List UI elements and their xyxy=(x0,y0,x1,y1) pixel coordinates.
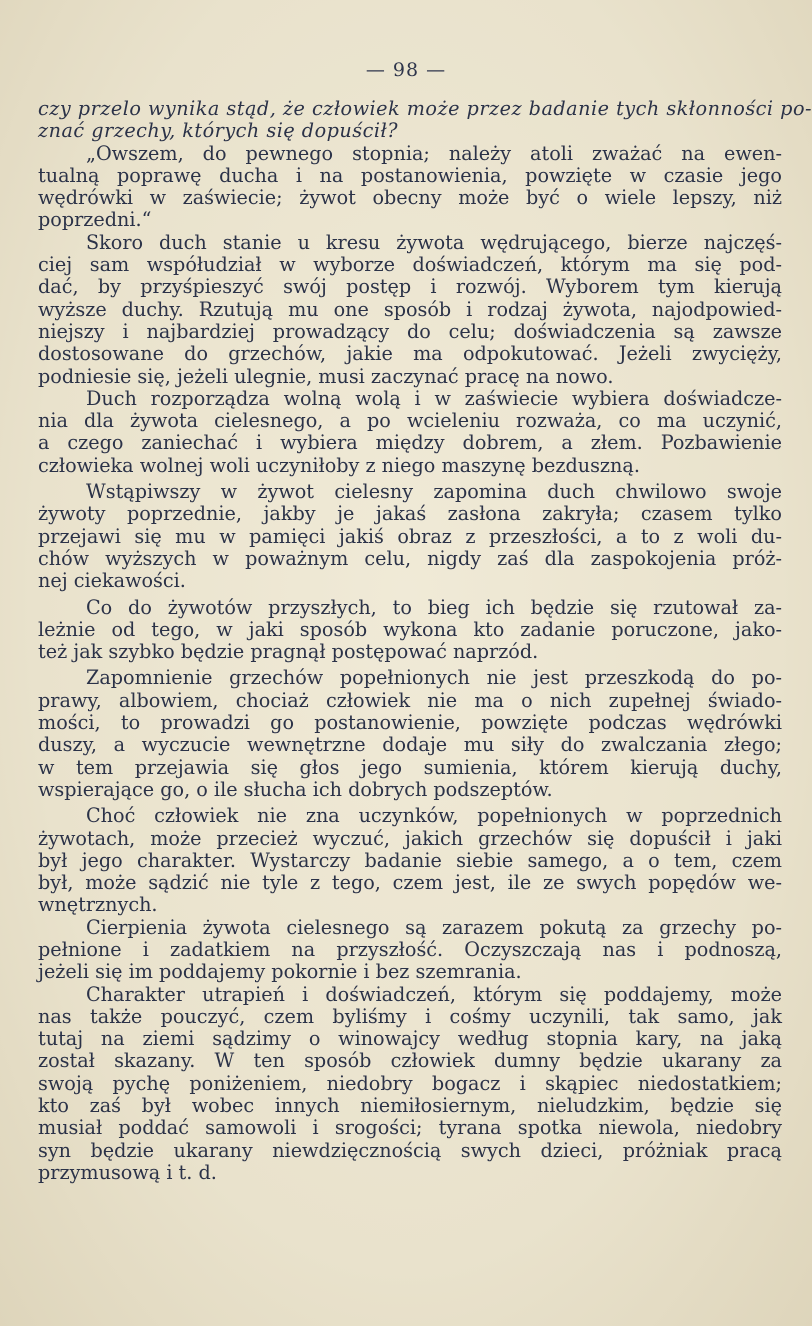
text-line: przejawi się mu w pamięci jakiś obraz z przeszłości, a to z woli du- xyxy=(38,524,782,548)
text-line: też jak szybko będzie pragnął postępować naprzód. xyxy=(38,640,539,664)
text-line: „Owszem, do pewnego stopnia; należy atoli zważać na ewen- xyxy=(86,141,782,165)
text-line: kto zaś był wobec innych niemiłosiernym, nieludzkim, będzie się xyxy=(38,1094,782,1118)
paragraph xyxy=(38,917,782,984)
text-line: w tem przejawia się głos jego sumienia, którem kierują duchy, xyxy=(38,755,782,779)
text-line: nia dla żywota cielesnego, a po wcieleniu rozważa, co ma uczynić, xyxy=(38,409,782,433)
text-line: Skoro duch stanie u kresu żywota wędrującego, bierze najczęś- xyxy=(86,230,782,254)
text-line: musiał poddać samowoli i srogości; tyrana spotka niewola, niedobry xyxy=(38,1116,782,1140)
paragraph xyxy=(38,97,812,143)
text-line: wędrówki w zaświecie; żywot obecny może być o wiele lepszy, niż xyxy=(38,186,782,210)
text-line: Duch rozporządza wolną wolą i w zaświecie wybiera doświadcze- xyxy=(86,386,782,410)
text-line: był, może sądzić nie tyle z tego, czem jest, ile ze swych popędów we- xyxy=(38,871,782,895)
text-line: leżnie od tego, w jaki sposób wykona kto zadanie poruczone, jako- xyxy=(38,617,782,641)
text-line: wspierające go, o ile słucha ich dobrych podszeptów. xyxy=(38,777,553,801)
text-line: tualną poprawę ducha i na postanowienia, powzięte w czasie jego xyxy=(38,163,782,187)
text-line: był jego charakter. Wystarczy badanie siebie samego, a o tem, czem xyxy=(38,848,782,872)
text-line: wnętrznych. xyxy=(38,893,158,917)
text-line: Wstąpiwszy w żywot cielesny zapomina duch chwilowo swoje xyxy=(86,480,782,504)
text-line: czy przelo wynika stąd, że człowiek może przez badanie tych skłonności po- xyxy=(38,97,812,120)
text-line: Charakter utrapień i doświadczeń, którym się poddajemy, może xyxy=(86,982,782,1006)
text-line: Cierpienia żywota cielesnego są zarazem pokutą za grzechy po- xyxy=(86,915,782,939)
paragraph xyxy=(38,481,782,592)
text-line: żywotach, może przecież wyczuć, jakich grzechów się dopuścił i jaki xyxy=(38,826,782,850)
text-line: mości, to prowadzi go postanowienie, powzięte podczas wędrówki xyxy=(38,711,782,735)
text-line: dostosowane do grzechów, jakie ma odpokutować. Jeżeli zwycięży, xyxy=(38,342,782,366)
text-line: tutaj na ziemi sądzimy o winowajcy według stopnia kary, na jaką xyxy=(38,1027,782,1051)
text-line: niejszy i najbardziej prowadzący do celu; doświadczenia są zawsze xyxy=(38,319,782,343)
page-number: — 98 — xyxy=(365,59,447,81)
text-line: chów wyższych w poważnym celu, nigdy zaś dla zaspokojenia próż- xyxy=(38,546,782,570)
text-line: duszy, a wyczucie wewnętrzne dodaje mu siły do zwalczania złego; xyxy=(38,733,782,757)
paragraph xyxy=(38,232,782,388)
text-line: Co do żywotów przyszłych, to bieg ich będzie się rzutował za- xyxy=(86,595,782,619)
text-line: człowieka wolnej woli uczyniłoby z niego maszynę bezduszną. xyxy=(38,453,640,477)
text-line: jeżeli się im poddajemy pokornie i bez szemrania. xyxy=(38,960,522,984)
text-line: a czego zaniechać i wybiera między dobrem, a złem. Pozbawienie xyxy=(38,431,782,455)
text-line: podniesie się, jeżeli ulegnie, musi zaczynać pracę na nowo. xyxy=(38,364,614,388)
body-text xyxy=(38,97,812,1184)
paragraph xyxy=(38,388,782,477)
text-line: nas także pouczyć, czem byliśmy i cośmy uczynili, tak samo, jak xyxy=(38,1004,782,1028)
text-line: ciej sam współudział w wyborze doświadczeń, którym ma się pod- xyxy=(38,253,782,277)
text-line: Choć człowiek nie zna uczynków, popełnionych w poprzednich xyxy=(86,804,782,828)
text-line: nej ciekawości. xyxy=(38,569,186,593)
text-line: pełnione i zadatkiem na przyszłość. Oczyszczają nas i podnoszą, xyxy=(38,937,782,961)
paragraph xyxy=(38,143,782,232)
paragraph xyxy=(38,984,782,1185)
text-line: dać, by przyśpieszyć swój postęp i rozwój. Wyborem tym kierują xyxy=(38,275,782,299)
paragraph xyxy=(38,597,782,664)
text-line: syn będzie ukarany niewdzięcznością swych dzieci, próżniak pracą xyxy=(38,1138,782,1162)
paragraph xyxy=(38,805,782,916)
text-line: prawy, albowiem, chociaż człowiek nie ma o nich zupełnej świado- xyxy=(38,688,782,712)
text-line: swoją pychę poniżeniem, niedobry bogacz i skąpiec niedostatkiem; xyxy=(38,1071,782,1095)
text-line: przymusową i t. d. xyxy=(38,1160,217,1184)
text-line: Zapomnienie grzechów popełnionych nie jest przeszkodą do po- xyxy=(86,666,782,690)
text-line: żywoty poprzednie, jakby je jakaś zasłona zakryła; czasem tylko xyxy=(38,502,782,526)
text-line: wyższe duchy. Rzutują mu one sposób i rodzaj żywota, najodpowied- xyxy=(38,297,782,321)
paragraph xyxy=(38,667,782,801)
text-line: znać grzechy, których się dopuścił? xyxy=(38,119,399,143)
text-line: poprzedni.“ xyxy=(38,208,152,232)
text-line: został skazany. W ten sposób człowiek dumny będzie ukarany za xyxy=(38,1049,782,1073)
